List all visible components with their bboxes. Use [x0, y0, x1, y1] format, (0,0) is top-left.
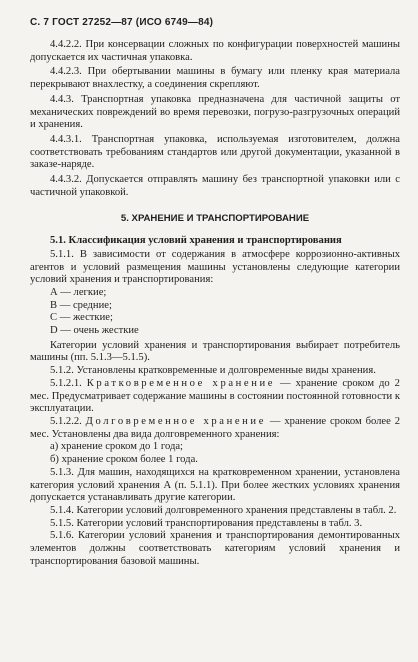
spaced-term: Долговременное хранение: [85, 415, 266, 427]
paragraph-5-1-1: 5.1.1. В зависимости от содержания в атмосфере коррозионно-активных агентов и условий размещения машины установлены следующие категории условий хранения и транспортирования:: [30, 248, 400, 286]
page-header: С. 7 ГОСТ 27252—87 (ИСО 6749—84): [30, 17, 214, 28]
paragraph-5-1-5: 5.1.5. Категории условий транспортирования представлены в табл. 3.: [50, 517, 363, 529]
list-item: В — средние;: [50, 299, 112, 311]
paragraph-4-4-3-2: 4.4.3.2. Допускается отправлять машину без транспортной упаковки или с частичной упаковкой.: [30, 174, 400, 198]
document-body: [30, 39, 400, 568]
clause-text: — хранение сроком более 2 мес. Установлены два вида долговременного хранения:: [30, 415, 400, 440]
clause-number: 5.1.2.2.: [50, 415, 82, 427]
paragraph-4-4-2-2: 4.4.2.2. При консервации сложных по конфигурации поверхностей машины допускается их частичная упаковка.: [30, 39, 400, 63]
paragraph-5-1-4: 5.1.4. Категории условий долговременного хранения представлены в табл. 2.: [50, 504, 397, 516]
storage-type-list: [30, 441, 400, 466]
paragraph-5-1-2: 5.1.2. Установлены кратковременные и долговременные виды хранения.: [50, 365, 376, 377]
paragraph-4-4-3: 4.4.3. Транспортная упаковка предназначена для частичной защиты от механических повреждений во время перевозки, погрузо-разгрузочных операций и хранения.: [30, 93, 400, 131]
paragraph-category-choice: Категории условий хранения и транспортирования выбирает потребитель машины (пп. 5.1.3—5.1.5).: [30, 339, 400, 364]
spaced-term: Кратковременное хранение: [86, 377, 276, 389]
clause-number: 5.1.2.1.: [50, 377, 82, 389]
paragraph-4-4-2-3: 4.4.2.3. При обертывании машины в бумагу или пленку края материала перекрывают внахлестку, а соединения скрепляют.: [30, 66, 400, 91]
paragraph-5-1-3: 5.1.3. Для машин, находящихся на кратковременном хранении, установлена категория условий хранения А (п. 5.1.1). При более жестких условиях хранения допускается устанавливать другие категории.: [30, 466, 400, 504]
paragraph-5-1-2-2: [30, 416, 400, 441]
list-item: С — жесткие;: [50, 312, 113, 324]
clause-text: — хранение сроком до 2 мес. Предусматривает содержание машины в состоянии постоянной готовности к эксплуатации.: [30, 377, 400, 415]
paragraph-5-1-6: 5.1.6. Категории условий хранения и транспортирования демонтированных элементов должны соответствовать категориям условий хранения и транспортирования базовой машины.: [30, 530, 400, 567]
paragraph-4-4-3-1: 4.4.3.1. Транспортная упаковка, используемая изготовителем, должна соответствовать требованиям стандартов или другой документации, указанной в заказе-наряде.: [30, 133, 400, 171]
list-item: б) хранение сроком более 1 года.: [50, 454, 198, 466]
subsection-title: 5.1. Классификация условий хранения и транспортирования: [50, 235, 342, 247]
section-title: 5. ХРАНЕНИЕ И ТРАНСПОРТИРОВАНИЕ: [120, 213, 310, 225]
list-item: а) хранение сроком до 1 года;: [50, 441, 183, 453]
paragraph-5-1-2-1: [30, 378, 400, 416]
list-item: А — легкие;: [50, 286, 107, 298]
category-list: [30, 287, 400, 338]
list-item: D — очень жесткие: [50, 325, 139, 337]
